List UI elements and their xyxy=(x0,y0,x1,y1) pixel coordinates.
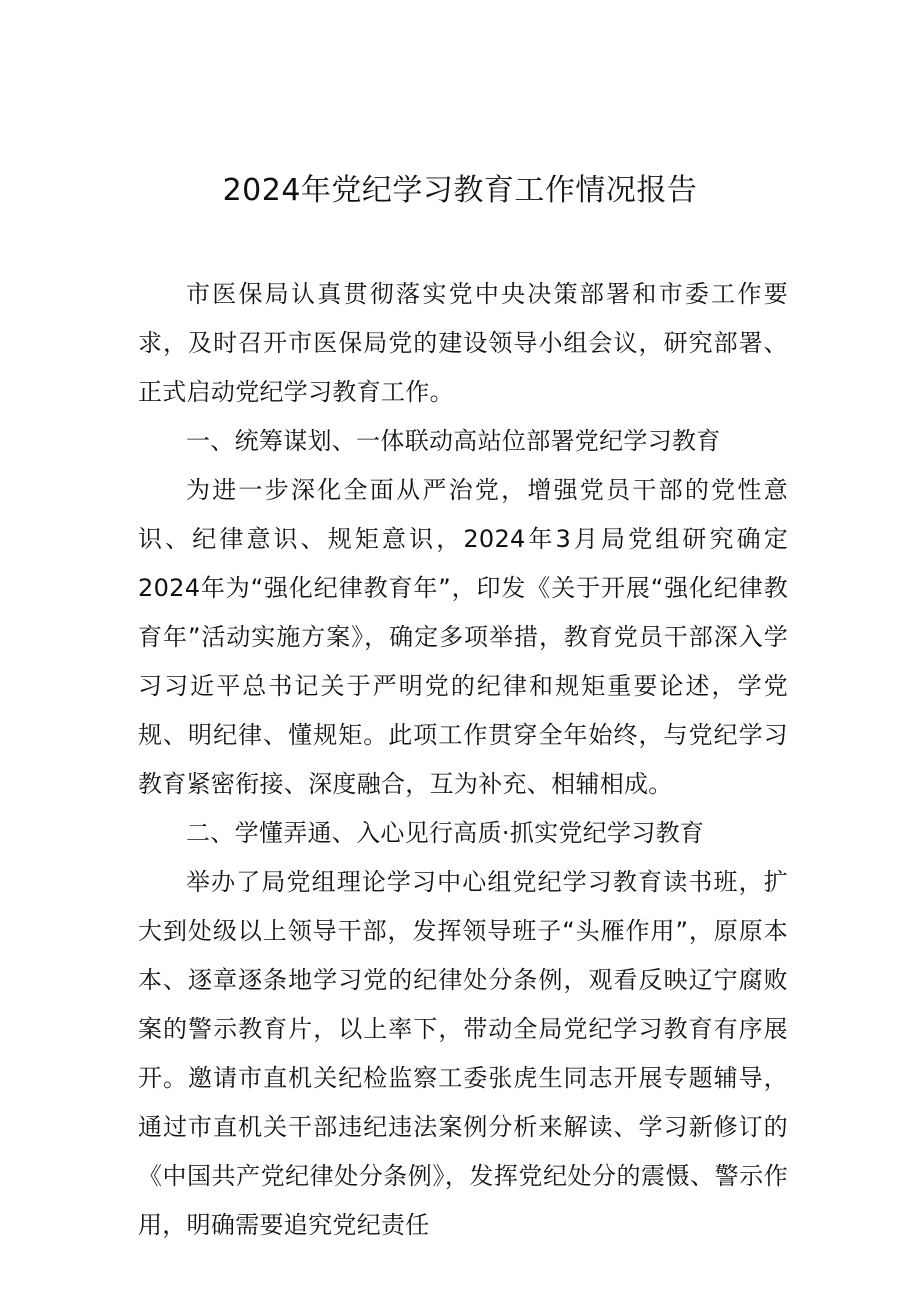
section-heading-1: 一、统筹谋划、一体联动高站位部署党纪学习教育 xyxy=(186,427,721,455)
intro-paragraph: 市医保局认真贯彻落实党中央决策部署和市委工作要求，及时召开市医保局党的建设领导小组会议，研究部署、正式启动党纪学习教育工作。 xyxy=(138,280,788,406)
document-title: 2024年党纪学习教育工作情况报告 xyxy=(222,173,698,208)
section-1-paragraph: 为进一步深化全面从严治党，增强党员干部的党性意识、纪律意识、规矩意识，2024年3月局党组研究确定2024年为“强化纪律教育年”，印发《关于开展“强化纪律教育年”活动实施方案》，确定多项举措，教育党员干部深入学习习近平总书记关于严明党的纪律和规矩重要论述，学党规、明纪律、懂规矩。此项工作贯穿全年始终，与党纪学习教育紧密衔接、深度融合，互为补充、相辅相成。 xyxy=(138,476,788,798)
section-2-paragraph: 举办了局党组理论学习中心组党纪学习教育读书班，扩大到处级以上领导干部，发挥领导班子“头雁作用”，原原本本、逐章逐条地学习党的纪律处分条例，观看反映辽宁腐败案的警示教育片，以上率下，带动全局党纪学习教育有序展开。邀请市直机关纪检监察工委张虎生同志开展专题辅导，通过市直机关干部违纪违法案例分析来解读、学习新修订的《中国共产党纪律处分条例》，发挥党纪处分的震慑、警示作用，明确需要追究党纪责任 xyxy=(138,868,788,1239)
section-heading-2: 二、学懂弄通、入心见行高质·抓实党纪学习教育 xyxy=(186,819,705,847)
document-body xyxy=(138,270,788,1250)
